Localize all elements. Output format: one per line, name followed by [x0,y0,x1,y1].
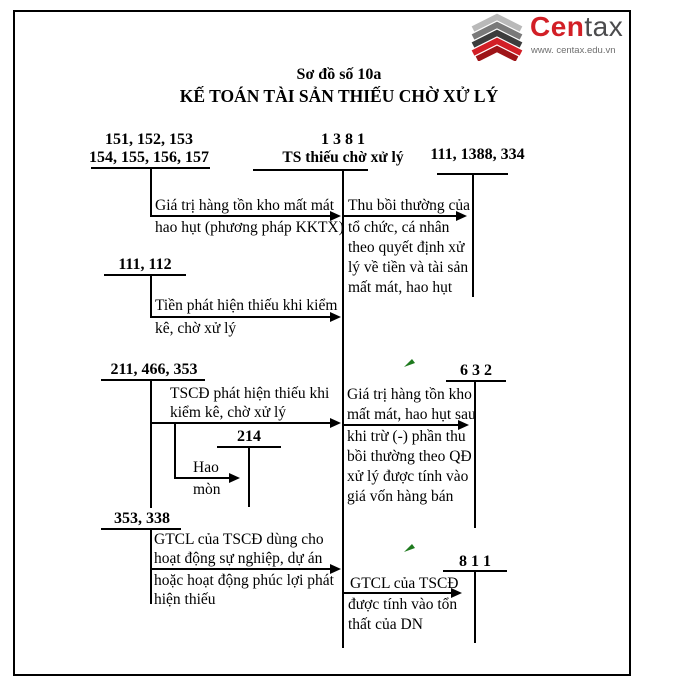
account-cash-number: 111, 112 [118,256,172,273]
flow-compensation-line1: Thu bồi thường của [348,197,471,214]
flow-compensation-line5: mất mát, hao hụt [348,279,453,296]
account-cogs-topbar [446,380,506,382]
account-depreciation-stem [248,446,250,507]
diagram-number-title: Sơ đồ số 10a [296,66,382,83]
flow-inventory-loss-line1: Giá trị hàng tồn kho mất mát [155,197,335,214]
logo-text-cen: Cen [530,11,585,42]
logo-text-tax: tax [584,11,624,42]
flow-residual-value-arrow-shaft [150,568,331,570]
account-cogs-stem [474,380,476,528]
flow-residual-value-line4: hiện thiếu [154,591,216,608]
account-cogs-number: 6 3 2 [460,362,492,379]
account-other-expense-number: 8 1 1 [459,553,491,570]
flow-loss-charge-line2: được tính vào tổn [348,596,458,613]
green-arrow-mark-top [404,359,416,368]
flow-cash-shortage-line1: Tiền phát hiện thiếu khi kiểm [155,297,338,314]
flow-cogs-charge-line1: Giá trị hàng tồn kho [347,386,472,403]
flow-loss-charge-arrow-shaft [344,592,452,594]
account-cash-topbar [104,274,186,276]
account-1381-number: 1 3 8 1 [321,131,365,148]
flow-depreciation-arrowhead [229,473,240,483]
account-other-expense-stem [474,570,476,643]
flow-asset-shortage-arrowhead [330,418,341,428]
flow-asset-shortage-line1: TSCĐ phát hiện thiếu khi [170,385,330,402]
account-funds-stem [150,528,152,604]
flow-cash-shortage-arrow-shaft [150,316,331,318]
account-fixed-assets-stem [150,379,152,508]
flow-cogs-charge-arrow-shaft [344,424,459,426]
account-fixed-assets-number: 211, 466, 353 [110,361,198,378]
centax-wordmark [530,11,623,43]
account-inventory-number-line2: 154, 155, 156, 157 [89,149,209,166]
flow-depreciation-line1: Hao [193,459,219,476]
page-title: KẾ TOÁN TÀI SẢN THIẾU CHỜ XỬ LÝ [179,86,499,106]
flow-loss-charge-line1: GTCL của TSCĐ [350,575,459,592]
flow-asset-shortage-line2: kiểm kê, chờ xử lý [170,404,287,421]
account-receivable-number: 111, 1388, 334 [430,146,525,163]
account-cash-stem [150,274,152,318]
flow-compensation-line4: lý về tiền và tài sản [348,259,469,276]
account-fixed-assets-topbar [101,379,205,381]
account-funds-number: 353, 338 [114,510,170,527]
flow-compensation-line3: theo quyết định xử [348,239,465,256]
account-1381-topbar [253,169,368,171]
green-arrow-mark-bottom [404,544,416,553]
account-receivable-stem [472,173,474,297]
flow-inventory-loss-line2: hao hụt (phương pháp KKTX) [155,219,344,236]
flow-cogs-charge-line4: bồi thường theo QĐ [347,448,472,465]
flow-cogs-charge-line2: mất mát, hao hụt sau [347,406,476,423]
flow-asset-shortage-arrow-shaft [150,422,331,424]
flow-cogs-charge-line6: giá vốn hàng bán [347,488,454,505]
flow-compensation-arrowhead [456,211,467,221]
flow-residual-value-line3: hoặc hoạt động phúc lợi phát [154,572,334,589]
flow-cogs-charge-line5: xử lý được tính vào [347,468,469,485]
account-inventory-number-line1: 151, 152, 153 [105,131,193,148]
account-1381-stem [342,169,344,648]
logo-tagline: www. centax.edu.vn [531,45,616,56]
flow-residual-value-line1: GTCL của TSCĐ dùng cho [154,531,324,548]
account-inventory-stem [150,167,152,217]
flow-cogs-charge-line3: khi trừ (-) phần thu [347,428,466,445]
flow-residual-value-line2: hoạt động sự nghiệp, dự án [154,550,323,567]
account-1381-name: TS thiếu chờ xử lý [282,149,404,166]
flow-cash-shortage-line2: kê, chờ xử lý [155,320,237,337]
flow-depreciation-line2: mòn [193,481,221,498]
flow-inventory-loss-arrow-shaft [150,215,331,217]
flow-compensation-line2: tổ chức, cá nhân [348,219,450,236]
flow-cash-shortage-arrowhead [330,312,341,322]
flow-depreciation-branch-stem [174,422,176,478]
centax-logo [467,13,627,61]
flow-compensation-arrow-shaft [344,215,457,217]
flow-depreciation-arrow-shaft [174,477,230,479]
flow-loss-charge-line3: thất của DN [348,616,423,633]
centax-chevron-stack-icon [467,13,527,61]
account-depreciation-number: 214 [237,428,261,445]
